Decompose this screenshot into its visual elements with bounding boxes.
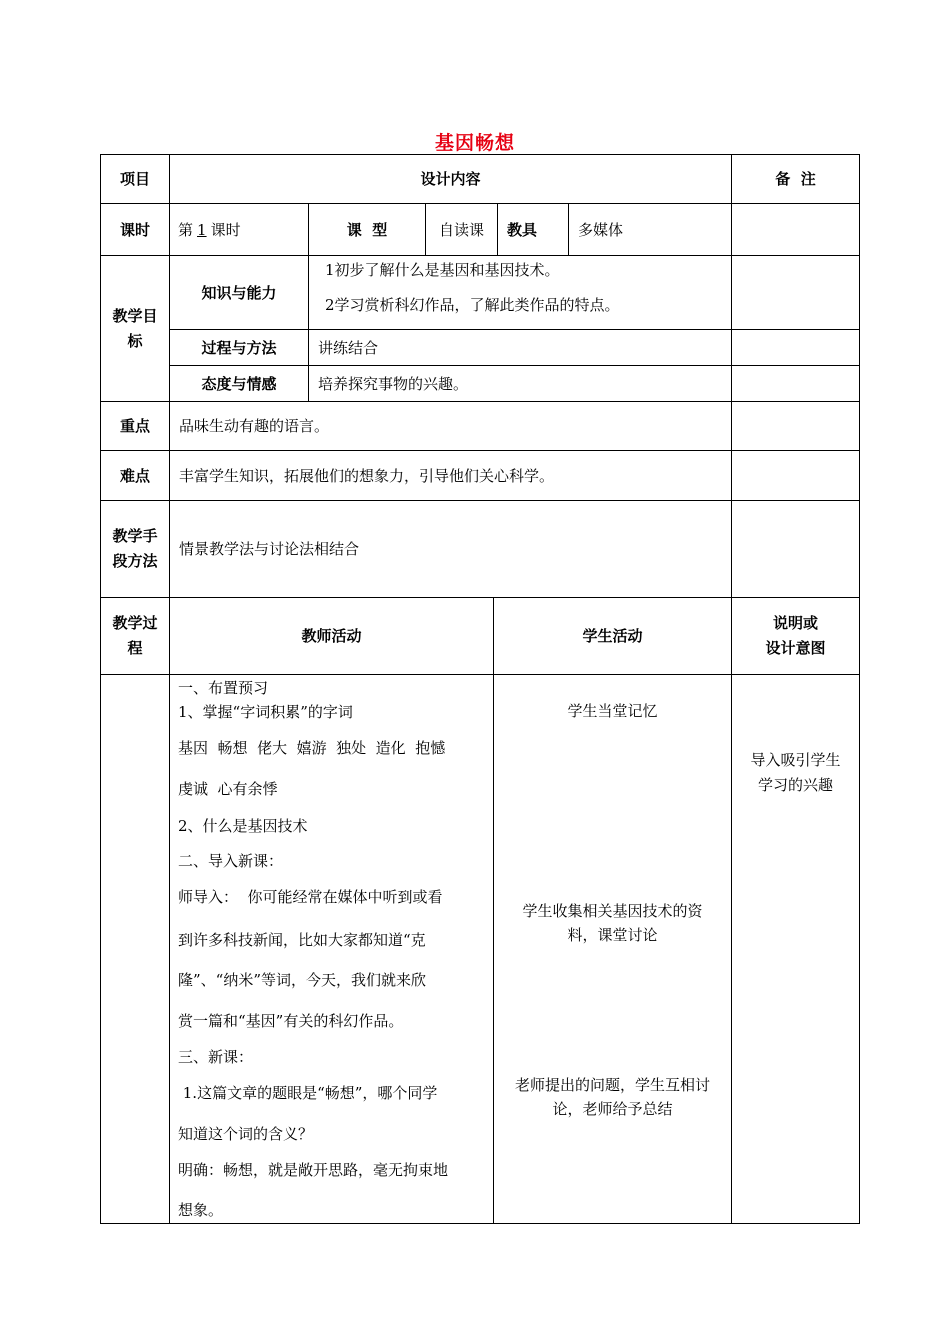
process-label-line2: 程 — [127, 639, 143, 657]
process-method-value: 讲练结合 — [318, 338, 379, 357]
key-point-label: 重点 — [119, 417, 150, 435]
header-item: 项目 — [119, 170, 150, 188]
lesson-prefix: 第 — [178, 220, 194, 239]
tools-value: 多媒体 — [578, 220, 624, 239]
student-activity-3-line1: 老师提出的问题，学生互相讨 — [514, 1076, 710, 1094]
teacher-line-11: 三、新课： — [178, 1048, 254, 1066]
teacher-line-12: 1.这篇文章的题眼是“畅想”，哪个同学 — [178, 1084, 438, 1102]
intent-header — [732, 598, 859, 674]
lesson-suffix: 课时 — [210, 220, 241, 239]
intent-line-2: 学习的兴趣 — [757, 776, 833, 794]
teacher-line-10: 赏一篇和“基因”有关的科幻作品。 — [178, 1012, 404, 1030]
method-label-line1: 教学手 — [112, 527, 158, 545]
key-point-value: 品味生动有趣的语言。 — [179, 417, 330, 435]
method-label-line2: 段方法 — [112, 552, 158, 570]
student-activity-1: 学生当堂记忆 — [567, 702, 658, 720]
teacher-line-8: 到许多科技新闻，比如大家都知道“克 — [178, 931, 426, 949]
process-label-line1: 教学过 — [112, 614, 158, 632]
teacher-line-5: 2、什么是基因技术 — [178, 817, 308, 835]
method-value: 情景教学法与讨论法相结合 — [179, 540, 360, 558]
student-activity-2-line2: 料，课堂讨论 — [567, 926, 658, 944]
teacher-line-4: 虔诚 心有余悸 — [178, 780, 278, 798]
goals-label-line2: 标 — [127, 331, 143, 350]
teacher-line-3: 基因 畅想 佬大 嬉游 独处 造化 抱憾 — [178, 739, 446, 757]
page-title: 基因畅想 — [434, 132, 515, 154]
student-activity-3-line2: 论，老师给予总结 — [552, 1100, 673, 1118]
tools-label: 教具 — [507, 220, 538, 239]
intent-header-line2: 设计意图 — [765, 639, 826, 657]
teacher-line-7: 师导入： 你可能经常在媒体中听到或看 — [178, 888, 443, 906]
process-label — [101, 598, 169, 674]
attitude-value: 培养探究事物的兴趣。 — [318, 374, 469, 393]
goals-label-line1: 教学目 — [112, 306, 158, 325]
lesson-label: 课时 — [119, 220, 150, 239]
teacher-line-1: 一、布置预习 — [178, 679, 269, 697]
teacher-line-14: 明确：畅想，就是敞开思路，毫无拘束地 — [178, 1161, 449, 1179]
teacher-line-9: 隆”、“纳米”等词，今天，我们就来欣 — [178, 971, 427, 989]
teacher-line-2: 1、掌握“字词积累”的字词 — [178, 703, 353, 721]
knowledge-label: 知识与能力 — [201, 283, 277, 302]
method-label — [101, 501, 169, 597]
intent-header-line1: 说明或 — [772, 614, 818, 632]
lesson-type-label: 课 型 — [346, 220, 388, 239]
student-activity-2-line1: 学生收集相关基因技术的资 — [522, 902, 703, 920]
goals-label — [101, 256, 169, 401]
lesson-type-value: 自读课 — [438, 220, 484, 239]
knowledge-line-1: 1初步了解什么是基因和基因技术。 — [325, 261, 560, 279]
difficulty-value: 丰富学生知识，拓展他们的想象力，引导他们关心科学。 — [179, 466, 555, 485]
header-design-content: 设计内容 — [420, 170, 481, 188]
lesson-number: 1 — [197, 220, 207, 239]
intent-line-1: 导入吸引学生 — [750, 751, 841, 769]
teacher-activity-header: 教师活动 — [301, 627, 362, 645]
teacher-line-15: 想象。 — [178, 1201, 224, 1219]
lesson-count — [170, 204, 308, 255]
header-note: 备 注 — [775, 170, 816, 188]
teacher-line-13: 知道这个词的含义？ — [178, 1125, 314, 1143]
teacher-line-6: 二、导入新课： — [178, 852, 284, 870]
student-activity-header: 学生活动 — [582, 627, 643, 645]
knowledge-line-2: 2学习赏析科幻作品，了解此类作品的特点。 — [325, 296, 620, 314]
attitude-label: 态度与情感 — [201, 374, 277, 393]
process-method-label: 过程与方法 — [201, 338, 277, 357]
difficulty-label: 难点 — [119, 466, 150, 485]
